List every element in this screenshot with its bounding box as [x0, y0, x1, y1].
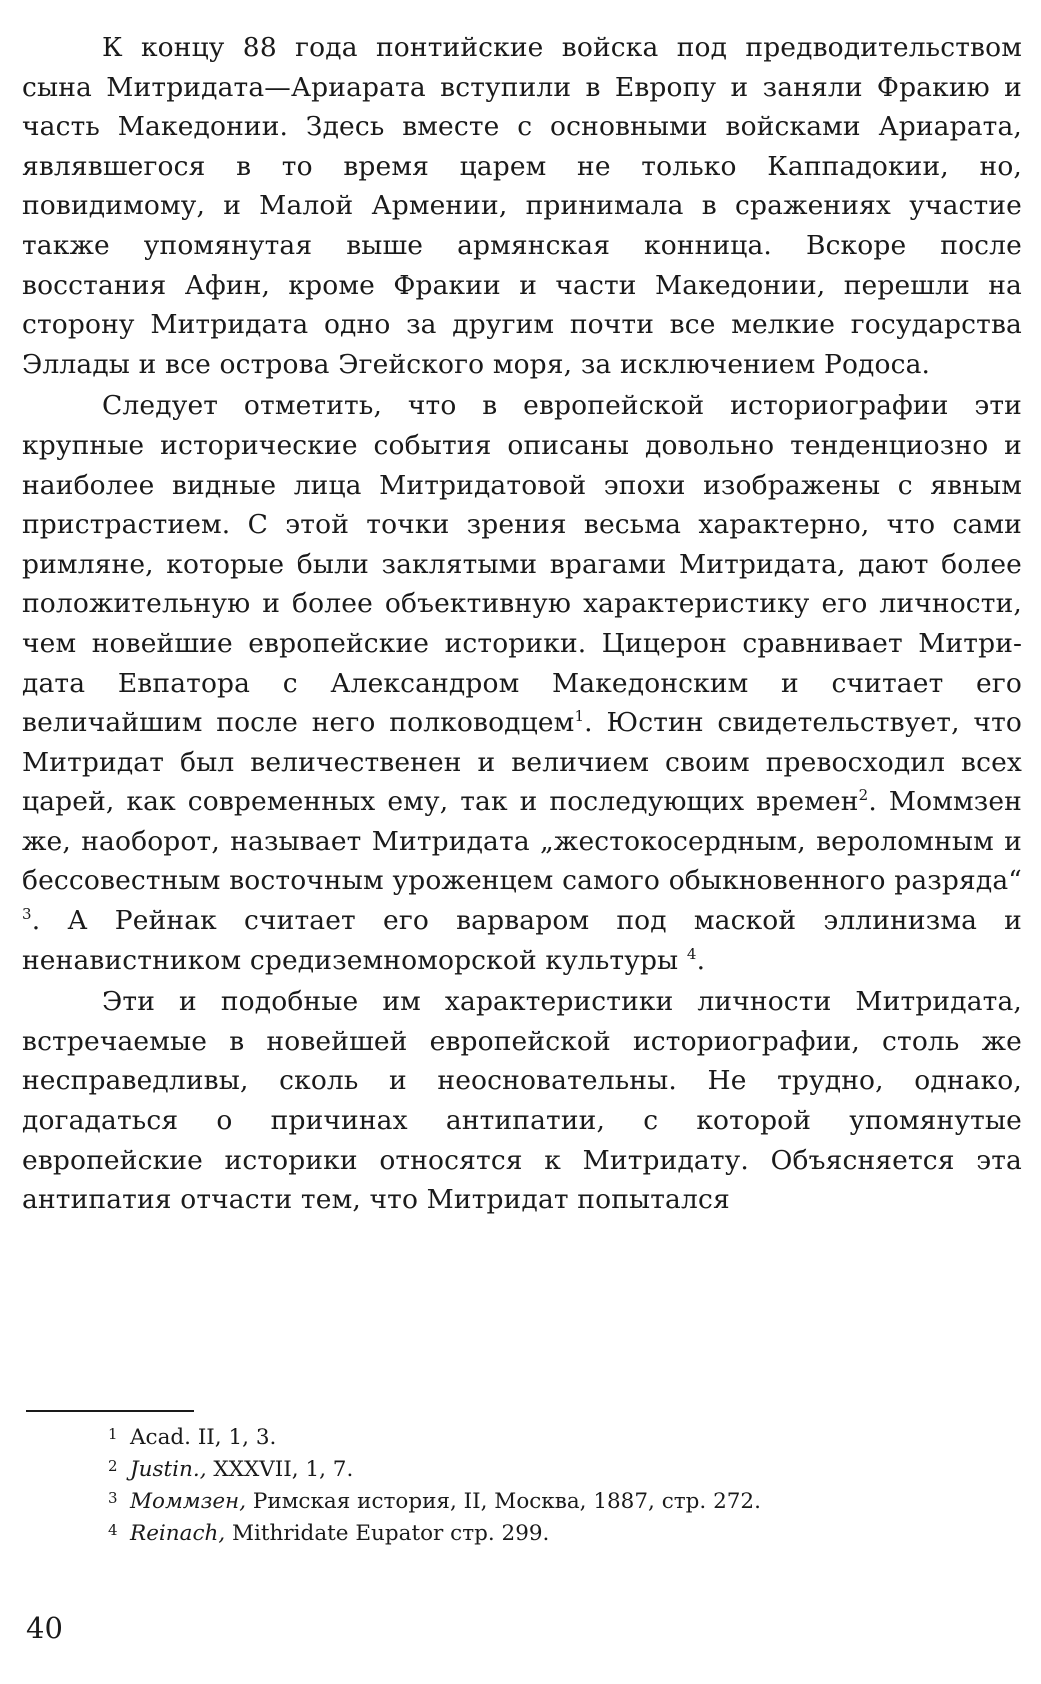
- footnote-number: 2: [108, 1457, 118, 1475]
- footnote-ref-4: 4: [686, 944, 697, 963]
- footnote-ref-1: 1: [574, 707, 585, 726]
- paragraph-3-text: Эти и подобные им характеристики личности Митридата, встречаемые в новейшей европейской историографии, столь же несправедливы, сколь и неосновательны. Не трудно, однако, догадаться о причинах антипатии, с которой упомянутые европейские историки относятся к Митридату. Объясняется эта антипатия отчасти тем, что Митридат попытался: [22, 986, 1022, 1216]
- footnote-number: 3: [108, 1489, 118, 1507]
- footnote-ref-2: 2: [858, 786, 869, 805]
- footnote-number: 1: [108, 1425, 118, 1443]
- footnote-author: Justin.,: [130, 1457, 207, 1482]
- footnote-4: [108, 1518, 1008, 1550]
- footnote-text: XXXVII, 1, 7.: [206, 1457, 354, 1482]
- footnote-text: Mithridate Eupator стр. 299.: [225, 1521, 550, 1546]
- paragraph-1-text: К концу 88 года понтийские войска под предводительством сына Митридата—Ариарата вступили в Европу и заняли Фракию и часть Македонии. Здесь вместе с основными войсками Ариарата, являвшегося в то время царем не только Каппадокии, но, повидимому, и Малой Армении, принимала в сражениях участие также упомянутая выше армянская конница. Вскоре после восстания Афин, кроме Фракии и части Македонии, перешли на сторону Митридата одно за другим почти все мелкие государства Эллады и все острова Эгейского моря, за исключением Родоса.: [22, 32, 1022, 380]
- footnote-text: Acad. II, 1, 3.: [130, 1425, 277, 1450]
- paragraph-1: [22, 28, 1022, 384]
- paragraph-2-text-a: Следует отметить, что в европейской историографии эти крупные исторические события описаны довольно тенденциозно и наиболее видные лица Митридатовой эпохи изображены с явным пристрастием. С этой точки зрения весьма характерно, что сами римляне, которые были заклятыми врагами Митридата, дают более положительную и более объективную характеристику его личности, чем новейшие европейские историки. Цицерон сравнивает Митридата Евпатора с Александром Македонским и считает его величайшим после него полководцем: [22, 390, 1022, 739]
- paragraph-2-text-e: .: [696, 944, 706, 976]
- footnote-ref-3: 3: [22, 905, 32, 924]
- paragraph-2: [22, 386, 1022, 980]
- main-text: [22, 28, 1022, 1220]
- footnote-2: [108, 1454, 1008, 1486]
- paragraph-3: [22, 982, 1022, 1220]
- book-page: [22, 28, 1022, 1220]
- footnote-text: Римская история, II, Москва, 1887, стр. 272.: [246, 1489, 761, 1514]
- footnotes: [108, 1422, 1008, 1550]
- paragraph-2-text-c: . Моммзен же, наоборот, называет Митридата „жестокосердным, вероломным и бессовестным восточным уроженцем самого обыкновенного разряда“: [22, 786, 1022, 897]
- footnote-3: [108, 1486, 1008, 1518]
- paragraph-2-text-d: . А Рейнак считает его варваром под маской эллинизма и ненавистником средиземноморской культуры: [22, 905, 1022, 976]
- page-number: 40: [26, 1611, 63, 1645]
- footnote-number: 4: [108, 1521, 118, 1539]
- footnote-1: [108, 1422, 1008, 1454]
- footnote-author: Моммзен,: [130, 1489, 247, 1514]
- paragraph-2-text-b: . Юстин свидетельствует, что Митридат был величественен и величием своим превосходил всех царей, как современных ему, так и последующих времен: [22, 707, 1022, 818]
- footnote-divider: [26, 1410, 194, 1412]
- footnote-author: Reinach,: [130, 1521, 226, 1546]
